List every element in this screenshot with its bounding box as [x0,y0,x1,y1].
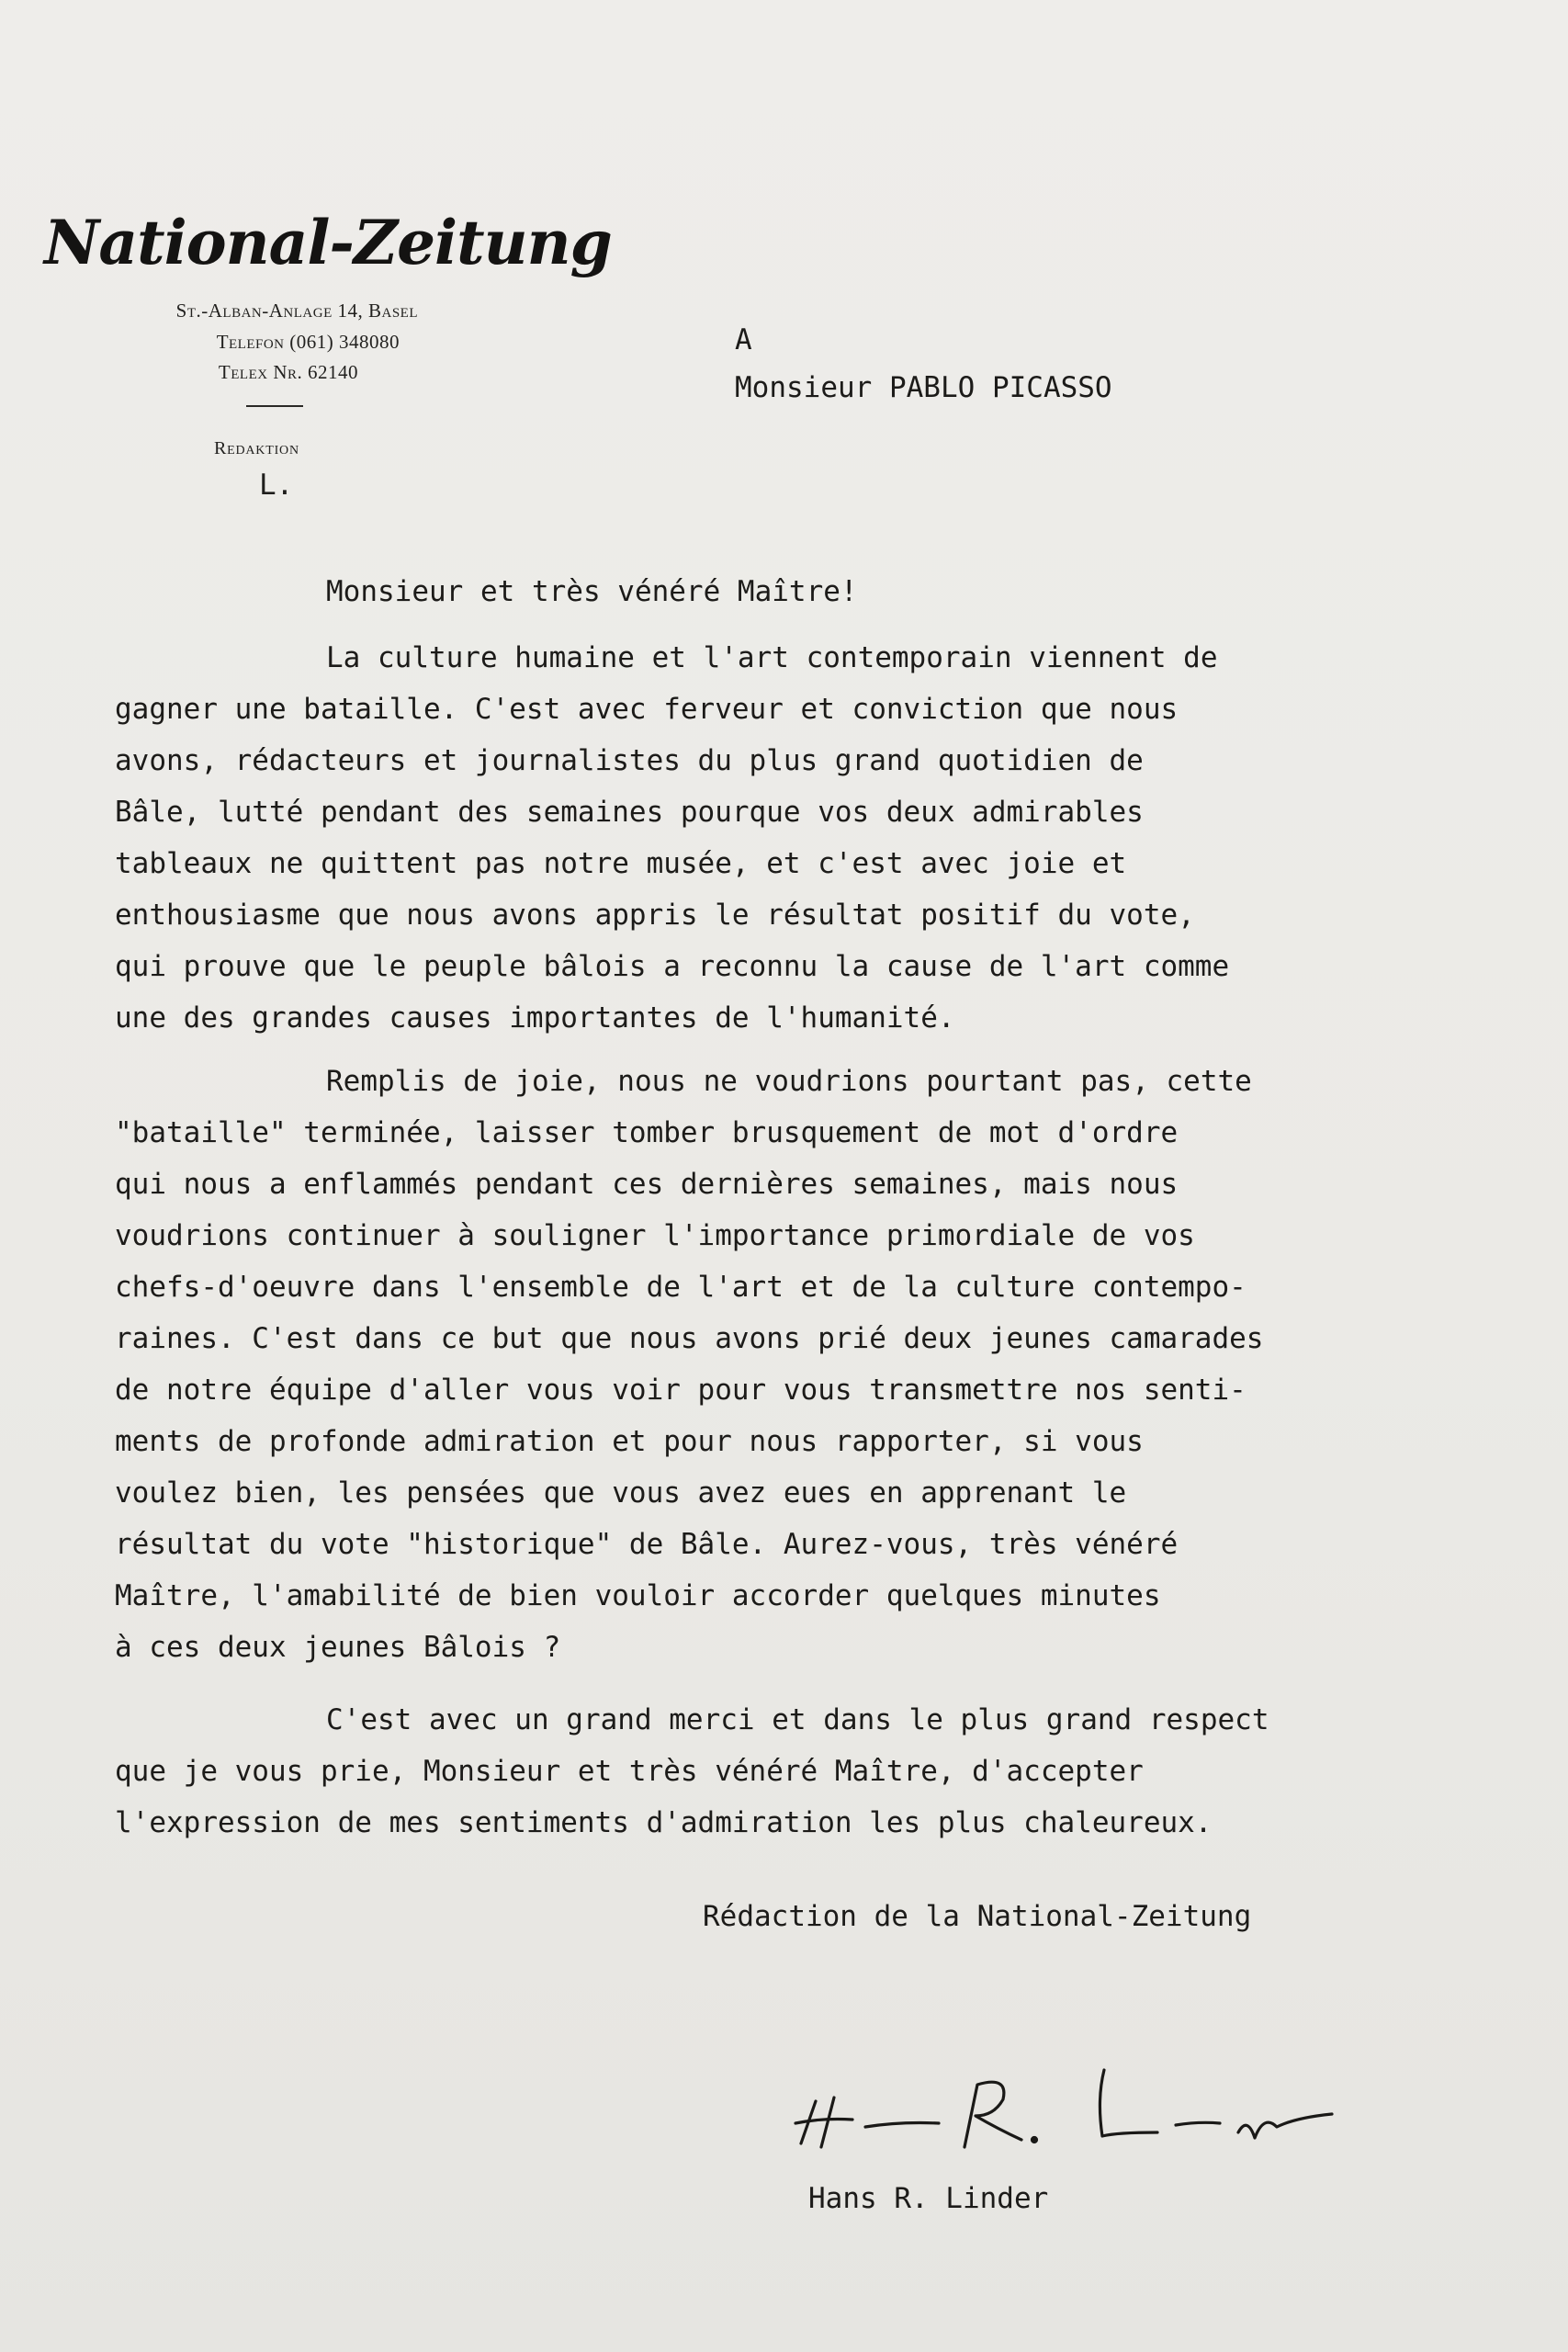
paragraph-line: une des grandes causes importantes de l'humanité. [115,1001,955,1035]
paragraph-line: Remplis de joie, nous ne voudrions pourtant pas, cette [326,1065,1252,1098]
paragraph-line: chefs-d'oeuvre dans l'ensemble de l'art et de la culture contempo- [115,1271,1247,1304]
paragraph-line: La culture humaine et l'art contemporain viennent de [326,641,1218,674]
paragraph-line: raines. C'est dans ce but que nous avons prié deux jeunes camarades [115,1322,1264,1355]
paragraph-line: que je vous prie, Monsieur et très vénéré Maître, d'accepter [115,1755,1144,1788]
paragraph-line: ments de profonde admiration et pour nous rapporter, si vous [115,1425,1144,1458]
addressee-prefix: A [735,323,752,356]
address-street: St.-Alban-Anlage 14, Basel [175,300,418,322]
paragraph-line: de notre équipe d'aller vous voir pour vous transmettre nos senti- [115,1374,1247,1407]
paragraph-line: gagner une bataille. C'est avec ferveur et conviction que nous [115,693,1179,726]
paragraph-line: enthousiasme que nous avons appris le résultat positif du vote, [115,899,1195,932]
addressee-name: Monsieur PABLO PICASSO [735,371,1112,404]
paragraph-line: résultat du vote "historique" de Bâle. Aurez-vous, très vénéré [115,1528,1179,1561]
paragraph-line: Bâle, lutté pendant des semaines pourque vos deux admirables [115,796,1144,829]
department-label: Redaktion [214,438,299,458]
newspaper-masthead: National-Zeitung [44,207,612,278]
paragraph-line: C'est avec un grand merci et dans le plus grand respect [326,1703,1269,1736]
paragraph-line: à ces deux jeunes Bâlois ? [115,1631,561,1664]
paragraph-line: voulez bien, les pensées que vous avez eues en apprenant le [115,1476,1127,1510]
paragraph-line: avons, rédacteurs et journalistes du plus grand quotidien de [115,744,1144,777]
paragraph-line: qui nous a enflammés pendant ces dernières semaines, mais nous [115,1168,1179,1201]
paragraph-line: l'expression de mes sentiments d'admiration les plus chaleureux. [115,1806,1213,1839]
closing-line: Rédaction de la National-Zeitung [703,1900,1252,1933]
paragraph-line: qui prouve que le peuple bâlois a reconnu la cause de l'art comme [115,950,1230,983]
paragraph-line: voudrions continuer à souligner l'importance primordiale de vos [115,1219,1195,1252]
address-telex: Telex Nr. 62140 [218,361,358,383]
handwritten-signature [781,2044,1350,2154]
salutation: Monsieur et très vénéré Maître! [326,575,858,608]
address-telephone: Telefon (061) 348080 [216,331,400,353]
paragraph-line: tableaux ne quittent pas notre musée, et c'est avec joie et [115,847,1127,880]
paragraph-line: Maître, l'amabilité de bien vouloir accorder quelques minutes [115,1579,1161,1612]
signer-name: Hans R. Linder [808,2182,1049,2215]
letterhead-divider [246,405,303,407]
reference-initial: L. [259,469,294,502]
paragraph-line: "bataille" terminée, laisser tomber brusquement de mot d'ordre [115,1116,1179,1149]
